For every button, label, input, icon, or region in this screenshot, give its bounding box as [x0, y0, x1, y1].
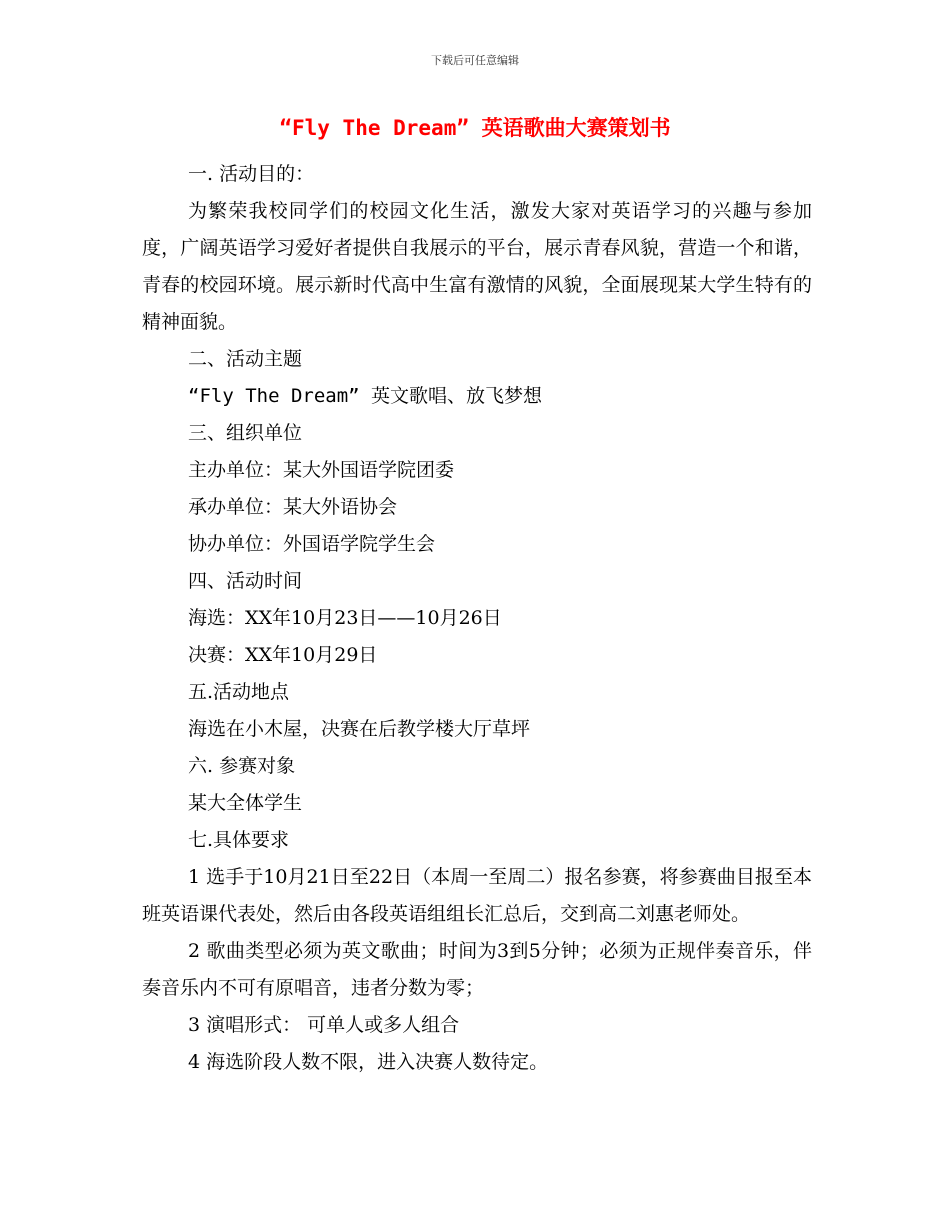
section-5-body: 海选在小木屋，决赛在后教学楼大厅草坪: [188, 718, 531, 740]
section-7-requirement-4: 4 海选阶段人数不限，进入决赛人数待定。: [188, 1051, 549, 1073]
document-title: “Fly The Dream” 英语歌曲大赛策划书: [279, 116, 671, 140]
section-3-co-organizer: 协办单位：外国语学院学生会: [188, 533, 436, 555]
section-4-heading: 四、活动时间: [188, 570, 303, 592]
section-5-heading: 五.活动地点: [188, 681, 290, 703]
section-1-body: 为繁荣我校同学们的校园文化生活，激发大家对英语学习的兴趣与参加度，广阔英语学习爱好者提供自我展示的平台，展示青春风貌，营造一个和谐，青春的校园环境。展示新时代高中生富有激情的风貌，全面展现某大学生特有的精神面貌。: [142, 200, 812, 333]
section-7-requirement-3: 3 演唱形式： 可单人或多人组合: [188, 1014, 460, 1036]
section-2-body: “Fly The Dream” 英文歌唱、放飞梦想: [188, 385, 543, 407]
section-4-preliminary: 海选：XX年10月23日——10月26日: [188, 607, 502, 629]
section-3-organizer: 承办单位：某大外语协会: [188, 496, 398, 518]
section-7-heading: 七.具体要求: [188, 829, 290, 851]
page-header-note: 下载后可任意编辑: [431, 54, 519, 67]
section-3-heading: 三、组织单位: [188, 422, 303, 444]
section-6-heading: 六. 参赛对象: [188, 755, 296, 777]
section-2-heading: 二、活动主题: [188, 348, 303, 370]
section-6-body: 某大全体学生: [188, 792, 303, 814]
section-7-requirement-2: 2 歌曲类型必须为英文歌曲；时间为3到5分钟；必须为正规伴奏音乐，伴奏音乐内不可有原唱音，违者分数为零；: [142, 940, 812, 999]
section-4-final: 决赛：XX年10月29日: [188, 644, 378, 666]
document-body: [142, 156, 812, 1081]
section-3-host: 主办单位：某大外国语学院团委: [188, 459, 455, 481]
section-1-heading: 一. 活动目的：: [188, 163, 315, 185]
section-7-requirement-1: 1 选手于10月21日至22日（本周一至周二）报名参赛，将参赛曲目报至本班英语课代表处，然后由各段英语组组长汇总后，交到高二刘惠老师处。: [142, 866, 812, 925]
